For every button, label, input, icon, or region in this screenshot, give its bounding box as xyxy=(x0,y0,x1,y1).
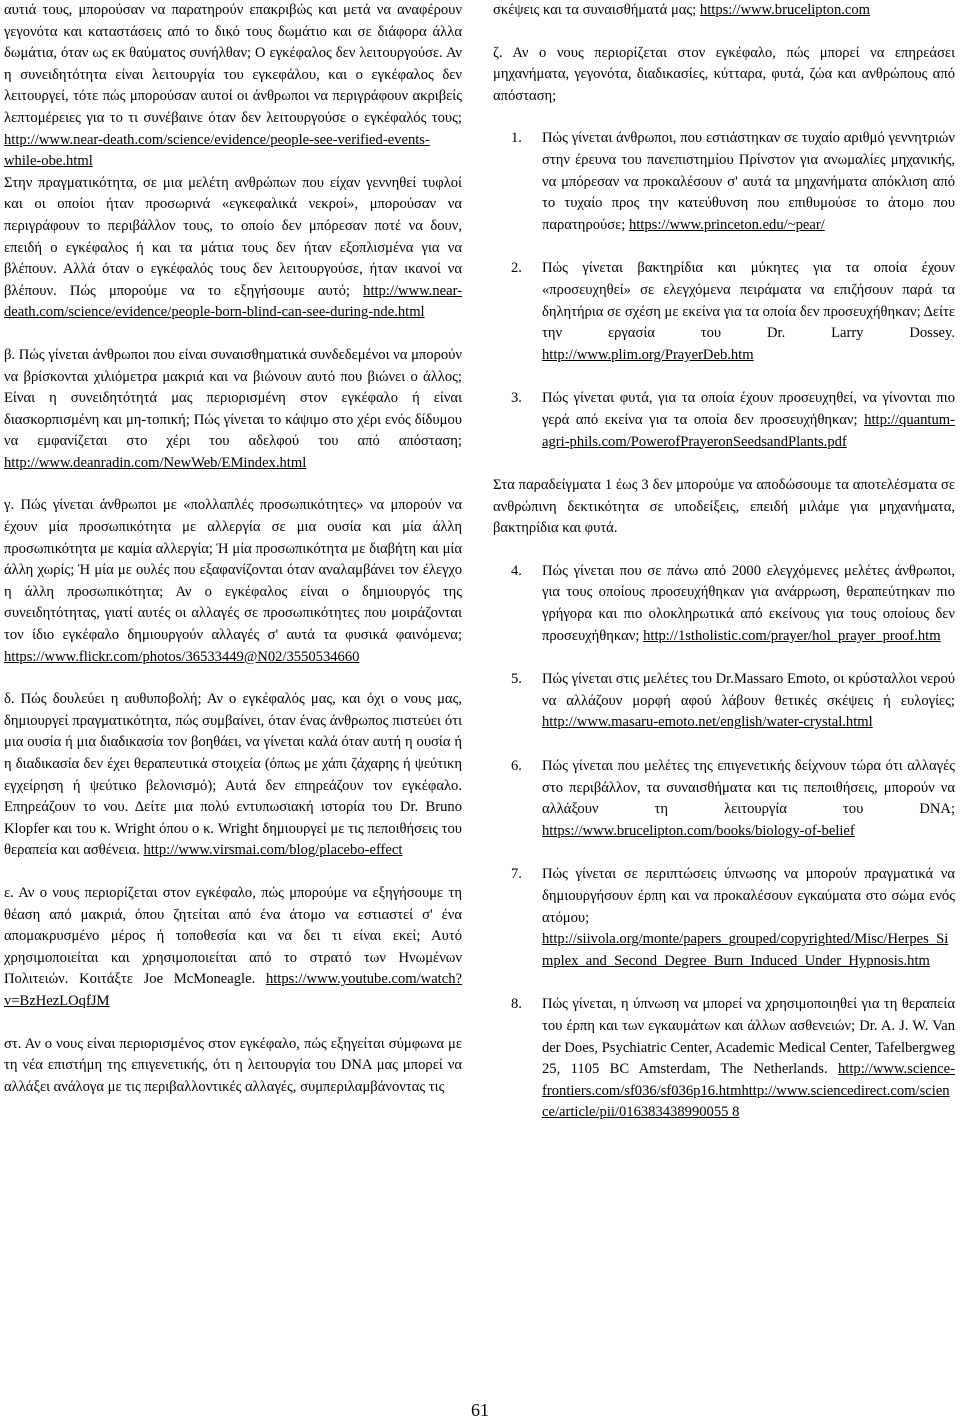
paragraph-epsilon xyxy=(4,883,462,1013)
list-item xyxy=(493,561,955,647)
paragraph-text: ζ. Αν ο νους περιορίζεται στον εγκέφαλο, πώς μπορεί να επηρεάσει μηχανήματα, γεγονότα, διαδικασίες, κύτταρα, φυτά, ζώα και ανθρώπους από απόσταση; xyxy=(493,44,955,104)
link-virsmai[interactable]: http://www.virsmai.com/blog/placebo-effect xyxy=(143,842,403,859)
link-near-death-blind[interactable]: http://www.near-death.com/science/evidence/people-born-blind-can-see-during-nde.html xyxy=(4,282,463,321)
list-item xyxy=(493,258,955,366)
left-column xyxy=(4,0,462,1098)
paragraph-text: σκέψεις και τα συναισθήματά μας; xyxy=(493,2,697,18)
page-number: 61 xyxy=(471,1400,489,1420)
list-item-text: Πώς γίνεται στις μελέτες του Dr.Massaro Emoto, οι κρύσταλλοι νερού να αλλάζουν μορφή αφού λάβουν θετικές σκέψεις ή ευλογίες; xyxy=(542,671,955,709)
list-item xyxy=(493,388,955,453)
numbered-list-b xyxy=(493,561,955,1124)
list-item-text: Πώς γίνεται φυτά, για τα οποία έχουν προσευχηθεί, να γίνονται πιο γερά από εκείνα για τα οποία δεν προσευχήθηκαν; xyxy=(542,390,955,428)
link-siivola[interactable]: http://siivola.org/monte/papers_grouped/copyrighted/Misc/Herpes_Simplex_and_Second_Degree_Burn_Induced_Under_Hypnosis.htm xyxy=(542,931,949,969)
link-youtube[interactable]: https://www.youtube.com/watch?v=BzHezLOqfJM xyxy=(4,971,462,1009)
list-item-number: 4. xyxy=(511,562,522,579)
link-flickr[interactable]: https://www.flickr.com/photos/36533449@N02/3550534660 xyxy=(4,648,360,665)
paragraph-beta xyxy=(4,345,462,475)
list-item xyxy=(493,864,955,972)
paragraph-delta xyxy=(4,689,462,862)
list-item-number: 3. xyxy=(511,390,522,407)
list-item-text: Πώς γίνεται που σε πάνω από 2000 ελεγχόμενες μελέτες άνθρωποι, για τους οποίους προσευχήθηκαν για ανάρρωση, θεραπεύτηκαν πιο γρήγορα και πιο ολοκληρωτικά από εκείνους για τους οποίους δεν προσευχήθηκαν; xyxy=(542,562,955,644)
link-brucelipton[interactable]: https://www.brucelipton.com xyxy=(699,2,871,18)
paragraph-zeta xyxy=(493,43,955,108)
paragraph-stigma xyxy=(4,1034,462,1099)
paragraph-text: δ. Πώς δουλεύει η αυθυποβολή; Αν ο εγκέφαλός μας, και όχι ο νους μας, δημιουργεί πραγματικότητα, πώς συμβαίνει, όταν ένας άνθρωπος πιστεύει ότι μια ουσία ή μια διαδικασία τον βοηθάει, να γίνεται καλά όταν αυτή η ουσία ή η διαδικασία δεν έχει θεραπευτικά στοιχεία (όπως με χάπι ζάχαρης ή ψεύτικη εγχείρηση ή ψεύτικο βελονισμό); Αυτά δεν επηρεάζουν τον εγκέφαλο. Επηρεάζουν το νου. Δείτε μια πολύ εντυπωσιακή ιστορία του Dr. Bruno Klopfer και του κ. Wright όπου ο κ. Wright δημιουργεί με τις πεποιθήσεις του θεραπεία και ασθένεια. xyxy=(4,691,462,859)
list-item-text: Πώς γίνεται που μελέτες της επιγενετικής δείχνουν τώρα ότι αλλαγές στο περιβάλλον, τα συναισθήματα και τις πεποιθήσεις, μπορούν να αλλάξουν τη λειτουργία του DNA; xyxy=(542,758,955,818)
paragraph-text: γ. Πώς γίνεται άνθρωποι με «πολλαπλές προσωπικότητες» να μπορούν να έχουν μία προσωπικότητα με αλλεργία σε μια ουσία και μία άλλη προσωπικότητα με καμία αλλεργία; Ή μία προσωπικότητα με διαβήτη και μία άλλη χωρίς; Ή μία με ουλές που εξαφανίζονται όταν αναλαμβάνει τον έλεγχο η άλλη προσωπικότητα; Αν ο εγκέφαλος είναι ο δημιουργός της συνειδητότητας, γιατί αυτές οι αλλαγές σε προσωπικότητες που μοιράζονται τον ίδιο εγκέφαλο δημιουργούν αλλαγές σ' αυτά τα φυσικά φαινόμενα; xyxy=(4,497,462,644)
paragraph-text: Στην πραγματικότητα, σε μια μελέτη ανθρώπων που είχαν γεννηθεί τυφλοί και οι οποίοι ήταν προσωρινά «εγκεφαλικά νεκροί», μπορούσαν να περιγράφουν το περιβάλλον τους, το οποίο δεν μπόρεσαν ποτέ να δουν, επειδή ο εγκέφαλος ή και τα μάτια τους δεν ήταν εξοπλισμένα για να βλέπουν. Αλλά όταν ο εγκέφαλός τους δεν λειτουργούσε, ήταν ικανοί να βλέπουν. Πώς μπορούμε να το εξηγήσουμε αυτό; xyxy=(4,174,462,299)
list-item-text: Πώς γίνεται βακτηρίδια και μύκητες για τα οποία έχουν «προσευχηθεί» σε ελεγχόμενα πειράματα να επιζήσουν παρά τα δηλητήρια σε σχέση με εκείνα για τα οποία δεν προσευχήθηκαν; Δείτε την εργασία του Dr. Larry Dossey. xyxy=(542,260,955,342)
list-item-number: 2. xyxy=(511,260,522,277)
link-near-death-obe[interactable]: http://www.near-death.com/science/evidence/people-see-verified-events-while-obe.html xyxy=(4,131,430,170)
paragraph-text: Στα παραδείγματα 1 έως 3 δεν μπορούμε να αποδώσουμε τα αποτελέσματα σε ανθρώπινη δεκτικότητα σε υποδείξεις, επειδή μιλάμε για μηχανήματα, βακτηρίδια και φυτά. xyxy=(493,477,955,537)
link-1stholistic[interactable]: http://1stholistic.com/prayer/hol_prayer_proof.htm xyxy=(643,627,941,644)
link-deanradin[interactable]: http://www.deanradin.com/NewWeb/EMindex.html xyxy=(4,454,307,471)
right-column xyxy=(493,0,955,1146)
link-princeton[interactable]: https://www.princeton.edu/~pear/ xyxy=(628,216,825,233)
link-quantum-agri[interactable]: http://quantum-agri-phils.com/PowerofPrayeronSeedsandPlants.pdf xyxy=(542,411,955,450)
paragraph-gamma xyxy=(4,495,462,668)
paragraph-text: αυτιά τους, μπορούσαν να παρατηρούν επακριβώς και μετά να αναφέρουν γεγονότα και καταστάσεις από το δικό τους δωμάτιο και σε διάφορα άλλα δωμάτια, όταν ως εκ θαύματος συνήλθαν; Ο εγκέφαλος δεν λειτουργούσε. Αν η συνειδητότητα είναι λειτουργία του εγκεφάλου, και ο εγκέφαλος δεν λειτουργεί, τότε πώς μπορούσαν αυτοί οι άνθρωποι να περιγράφουν ακριβείς λεπτομέρειες για το τι συνέβαινε όταν δεν λειτουργούσε ο εγκέφαλός τους; xyxy=(4,2,462,126)
paragraph-text: β. Πώς γίνεται άνθρωποι που είναι συναισθηματικά συνδεδεμένοι να μπορούν να βρίσκονται χιλιόμετρα μακριά και να βιώνουν αυτό που βιώνει ο άλλος; Είναι η συνειδητότητά μας περιορισμένη στον εγκέφαλο ή είναι διασκορπισμένη και μη-τοπική; Πώς γίνεται το κάψιμο στο χέρι ενός δίδυμου να εμφανίζεται στο χέρι του αδελφού του από απόσταση; xyxy=(4,346,462,450)
list-item-text: Πώς γίνεται άνθρωποι, που εστιάστηκαν σε τυχαίο αριθμό γεννητριών στην έρευνα του πανεπιστημίου Πρίνστον για ανωμαλίες μηχανικής, να μπόρεσαν να προκαλέσουν σ' αυτά τα μηχανήματα απόκλιση από το τυχαίο προς την κατεύθυνση που επιθυμούσε το άτομο που παρατηρούσε; xyxy=(542,130,955,233)
list-item-text: Πώς γίνεται σε περιπτώσεις ύπνωσης να μπορούν πραγματικά να δημιουργήσουν έρπη και να προκαλέσουν εγκαύματα στο σώμα ενός ατόμου; xyxy=(542,866,955,926)
list-item xyxy=(493,669,955,734)
list-item-text: Πώς γίνεται, η ύπνωση να μπορεί να χρησιμοποιηθεί για τη θεραπεία του έρπη και των εγκαυμάτων και άλλων ασθενειών; Dr. A. J. W. Van der Does, Psychiatric Center, Academic Medical Center, Tafelbergweg 25, 1105 BC Amsterdam, The Netherlands. xyxy=(542,996,955,1078)
link-biology-of-belief[interactable]: https://www.brucelipton.com/books/biology-of-belief xyxy=(542,822,855,839)
list-item-number: 5. xyxy=(511,671,522,688)
paragraph-intro xyxy=(4,0,462,324)
numbered-list-a xyxy=(493,128,955,453)
paragraph-text: στ. Αν ο νους είναι περιορισμένος στον εγκέφαλο, πώς εξηγείται σύμφωνα με τη νέα επιστήμη της επιγενετικής, ότι η λειτουργία του DNA μας μπορεί να αλλάξει ανάλογα με τις περιβαλλοντικές αλλαγές, συμπεριλαμβάνοντας τις xyxy=(4,1035,462,1095)
list-item xyxy=(493,128,955,236)
list-item-number: 6. xyxy=(511,758,522,775)
link-sciencedirect[interactable]: http://www.sciencedirect.com/science/article/pii/016383438990055 8 xyxy=(542,1082,950,1121)
link-plim[interactable]: http://www.plim.org/PrayerDeb.htm xyxy=(542,346,754,363)
paragraph-summary xyxy=(493,475,955,540)
paragraph-continuation xyxy=(493,0,955,22)
list-item xyxy=(493,756,955,842)
paragraph-text: ε. Αν ο νους περιορίζεται στον εγκέφαλο, πώς μπορούμε να εξηγήσουμε τη θέαση από μακριά, όπου ζητείται από ένα άτομο να εστιαστεί σ' ένα απομακρυσμένο μέρος ή τοποθεσία και να δει τι είναι εκεί; Αυτό χρησιμοποιείται και χρησιμοποιείται από το στρατό των Ηνωμένων Πολιτειών. Κοιτάξτε Joe McMoneagle. xyxy=(4,884,462,988)
list-item-number: 7. xyxy=(511,866,522,883)
list-item-number: 8. xyxy=(511,996,522,1013)
link-masaru-emoto[interactable]: http://www.masaru-emoto.net/english/water-crystal.html xyxy=(542,714,873,731)
list-item-number: 1. xyxy=(511,130,522,147)
link-science-frontiers[interactable]: http://www.science-frontiers.com/sf036/sf036p16.htm xyxy=(542,1061,955,1099)
list-item xyxy=(493,994,955,1124)
